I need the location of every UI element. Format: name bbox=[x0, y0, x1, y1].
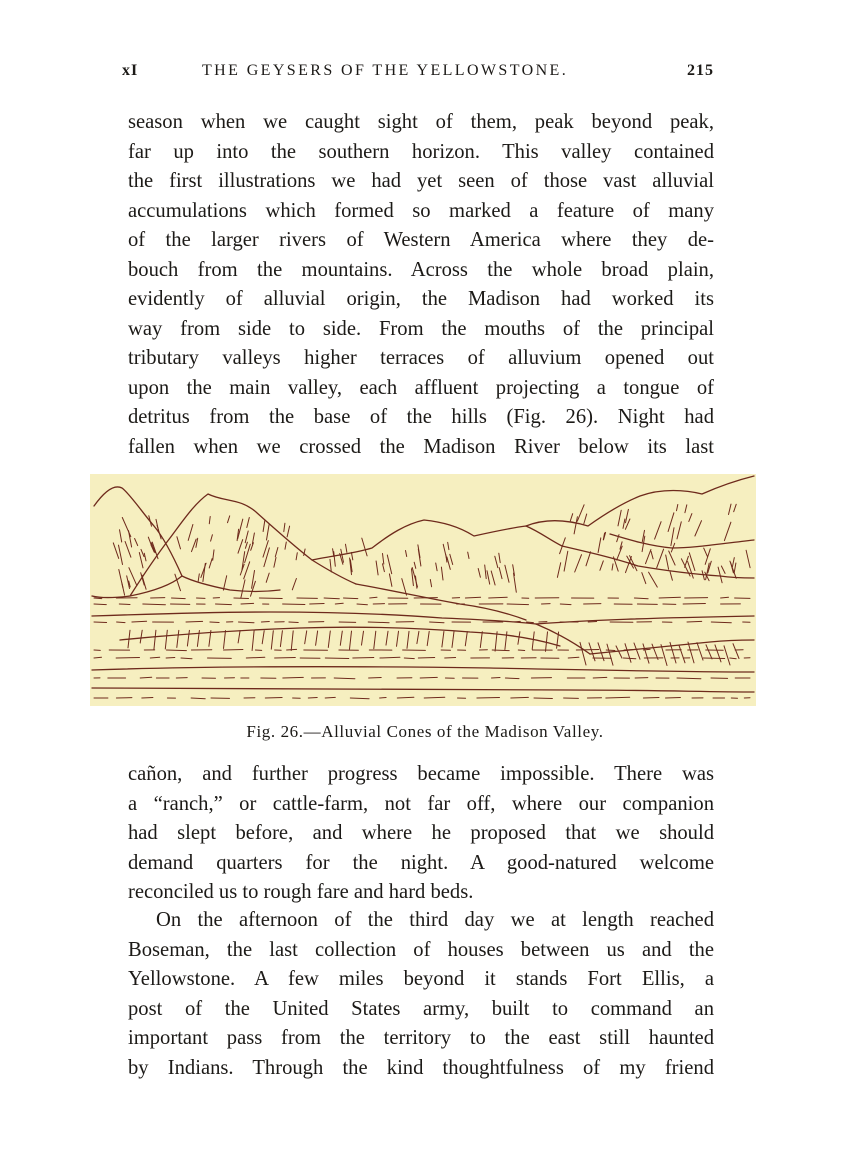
hatch-stroke bbox=[117, 622, 125, 623]
text-line: upon the main valley, each affluent projecting a tongue of bbox=[128, 376, 714, 399]
text-line: a “ranch,” or cattle-farm, not far off, where our companion bbox=[128, 792, 714, 815]
text-line: post of the United States army, built to command an bbox=[128, 997, 714, 1020]
hatch-stroke bbox=[246, 657, 264, 658]
hatch-stroke bbox=[369, 678, 382, 679]
hatch-stroke bbox=[275, 658, 296, 659]
paragraph-2 bbox=[128, 760, 714, 908]
hatch-stroke bbox=[119, 604, 130, 605]
hatch-stroke bbox=[687, 621, 702, 622]
text-line: far up into the southern horizon. This valley contained bbox=[128, 140, 714, 163]
hatch-stroke bbox=[186, 621, 203, 622]
hatch-stroke bbox=[659, 597, 680, 598]
hatch-stroke bbox=[643, 698, 659, 699]
hatch-stroke bbox=[465, 597, 480, 598]
hatch-stroke bbox=[308, 698, 317, 699]
hatch-stroke bbox=[507, 604, 528, 605]
hatch-stroke bbox=[703, 658, 724, 659]
hatch-stroke bbox=[325, 697, 335, 698]
text-line: important pass from the territory to the east still haunted bbox=[128, 1027, 714, 1049]
hatch-stroke bbox=[666, 698, 681, 699]
hatch-stroke bbox=[140, 677, 152, 678]
hatch-stroke bbox=[283, 677, 304, 678]
hatch-stroke bbox=[643, 649, 650, 650]
hatch-stroke bbox=[721, 597, 729, 598]
hatch-stroke bbox=[513, 621, 520, 622]
hatch-stroke bbox=[418, 658, 434, 659]
hatch-stroke bbox=[94, 622, 107, 623]
hatch-stroke bbox=[289, 622, 298, 623]
hatch-stroke bbox=[150, 657, 159, 658]
hatch-stroke bbox=[606, 650, 615, 651]
hatch-stroke bbox=[711, 622, 731, 623]
hatch-stroke bbox=[143, 604, 166, 605]
hatch-stroke bbox=[241, 603, 254, 604]
hatch-stroke bbox=[477, 698, 500, 699]
text-line: Boseman, the last collection of houses between us and the bbox=[128, 938, 714, 961]
hatch-stroke bbox=[683, 604, 705, 605]
hatch-stroke bbox=[283, 604, 305, 605]
figure-alluvial-cones bbox=[90, 474, 756, 706]
paragraph-1 bbox=[128, 108, 714, 462]
hatch-stroke bbox=[239, 622, 255, 623]
hatch-stroke bbox=[325, 658, 349, 659]
hatch-stroke bbox=[445, 658, 456, 659]
text-line: the first illustrations we had yet seen of those vast alluvial bbox=[128, 170, 714, 192]
hatch-stroke bbox=[191, 698, 205, 699]
hatch-stroke bbox=[420, 677, 437, 678]
text-line: reconciled us to rough fare and hard beds. bbox=[128, 881, 474, 903]
text-line: demand quarters for the night. A good-natured welcome bbox=[128, 851, 714, 874]
hatch-stroke bbox=[518, 650, 524, 651]
hatch-stroke bbox=[588, 622, 596, 623]
hatch-stroke bbox=[94, 598, 102, 599]
hatch-stroke bbox=[511, 697, 529, 698]
hatch-stroke bbox=[623, 658, 635, 659]
hatch-stroke bbox=[224, 650, 243, 651]
hatch-stroke bbox=[94, 657, 102, 658]
hatch-stroke bbox=[172, 598, 186, 599]
hatch-stroke bbox=[489, 597, 508, 598]
text-line: way from side to side. From the mouths of the principal bbox=[128, 317, 714, 340]
hatch-stroke bbox=[430, 622, 444, 623]
text-line: of the larger rivers of Western America where they de- bbox=[128, 229, 714, 251]
text-line: cañon, and further progress became impossible. There was bbox=[128, 763, 714, 785]
hatch-stroke bbox=[116, 658, 139, 659]
running-head bbox=[122, 62, 714, 88]
hatch-stroke bbox=[397, 697, 414, 698]
text-line: bouch from the mountains. Across the whole broad plain, bbox=[128, 258, 714, 281]
running-title: THE GEYSERS OF THE YELLOWSTONE. bbox=[202, 62, 569, 79]
hatch-stroke bbox=[324, 598, 339, 599]
hatch-stroke bbox=[593, 677, 607, 678]
hatch-stroke bbox=[210, 622, 219, 623]
hatch-stroke bbox=[350, 698, 369, 699]
hatch-stroke bbox=[370, 597, 377, 598]
text-line: tributary valleys higher terraces of alluvium opened out bbox=[128, 347, 714, 369]
text-line: evidently of alluvial origin, the Madison had worked its bbox=[128, 288, 714, 310]
hatch-stroke bbox=[259, 598, 282, 599]
hatch-stroke bbox=[368, 622, 389, 623]
hatch-stroke bbox=[181, 658, 192, 659]
hatch-stroke bbox=[335, 603, 343, 604]
hatch-stroke bbox=[730, 658, 736, 659]
hatch-stroke bbox=[634, 598, 648, 599]
text-line: fallen when we crossed the Madison River below its last bbox=[128, 435, 714, 458]
hatch-stroke bbox=[94, 604, 106, 605]
hatch-stroke bbox=[492, 678, 501, 679]
hatch-stroke bbox=[353, 658, 374, 659]
hatch-stroke bbox=[677, 678, 701, 679]
hatch-stroke bbox=[404, 658, 414, 659]
hatch-stroke bbox=[310, 604, 324, 605]
hatch-stroke bbox=[132, 621, 147, 622]
hatch-stroke bbox=[216, 604, 232, 605]
text-line: had slept before, and where he proposed that we should bbox=[128, 822, 714, 844]
figure-caption: Fig. 26.—Alluvial Cones of the Madison Valley. bbox=[246, 722, 604, 741]
hatch-stroke bbox=[606, 697, 630, 698]
hatch-stroke bbox=[380, 698, 387, 699]
hatch-stroke bbox=[287, 649, 297, 650]
hatch-stroke bbox=[166, 658, 175, 659]
text-line: by Indians. Through the kind thoughtfulness of my friend bbox=[128, 1056, 714, 1079]
page-number: 215 bbox=[687, 62, 714, 79]
hatch-stroke bbox=[261, 622, 269, 623]
hatch-stroke bbox=[424, 697, 445, 698]
text-line: season when we caught sight of them, peak beyond peak, bbox=[128, 111, 714, 133]
paragraph-3 bbox=[128, 906, 714, 1083]
landscape-engraving bbox=[90, 474, 756, 706]
text-line: detritus from the base of the hills (Fig. 26). Night had bbox=[128, 406, 714, 428]
hatch-stroke bbox=[568, 657, 579, 658]
text-line: On the afternoon of the third day we at length reached bbox=[156, 909, 714, 931]
hatch-stroke bbox=[492, 650, 509, 651]
hatch-stroke bbox=[624, 649, 637, 650]
hatch-stroke bbox=[505, 678, 519, 679]
hatch-stroke bbox=[576, 650, 599, 651]
hatch-stroke bbox=[344, 598, 358, 599]
hatch-stroke bbox=[334, 678, 355, 679]
text-line: accumulations which formed so marked a feature of many bbox=[128, 199, 714, 222]
hatch-stroke bbox=[234, 598, 249, 599]
hatch-stroke bbox=[527, 622, 534, 623]
text-line: Yellowstone. A few miles beyond it stands Fort Ellis, a bbox=[128, 968, 714, 990]
hatch-stroke bbox=[142, 698, 153, 699]
hatch-stroke bbox=[560, 604, 571, 605]
chapter-number: xI bbox=[122, 62, 139, 79]
hatch-stroke bbox=[357, 604, 367, 605]
hatch-stroke bbox=[265, 698, 282, 699]
hatch-stroke bbox=[166, 650, 186, 651]
hatch-stroke bbox=[534, 698, 552, 699]
hatch-stroke bbox=[380, 657, 400, 658]
